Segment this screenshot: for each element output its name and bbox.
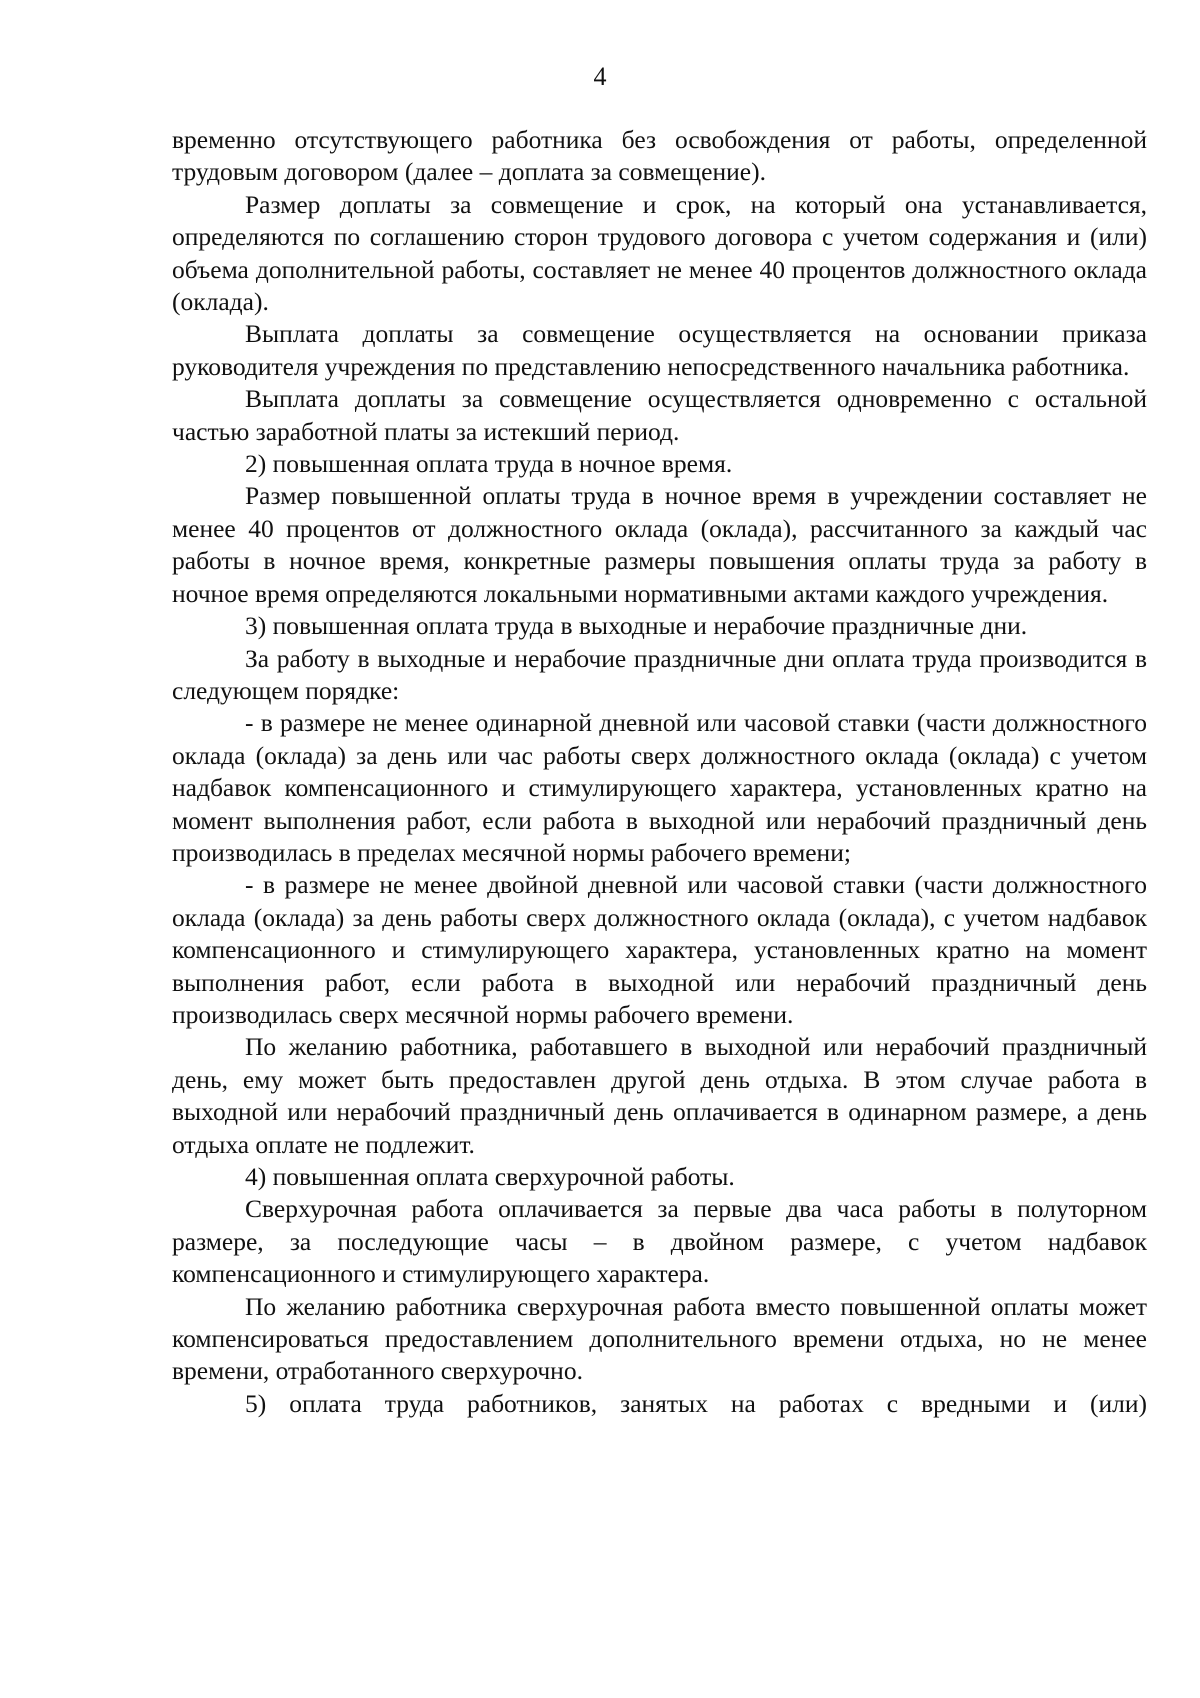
paragraph: Выплата доплаты за совмещение осуществляется на основании приказа руководителя учреждения по представлению непосредственного начальника работника.: [172, 319, 1147, 381]
paragraph: Размер повышенной оплаты труда в ночное время в учреждении составляет не менее 40 процентов от должностного оклада (оклада), рассчитанного за каждый час работы в ночное время, конкретные размеры повышения оплаты труда за работу в ночное время определяются локальными нормативными актами каждого учреждения.: [172, 481, 1147, 608]
paragraph: Сверхурочная работа оплачивается за первые два часа работы в полуторном размере, за последующие часы – в двойном размере, с учетом надбавок компенсационного и стимулирующего характера.: [172, 1194, 1147, 1289]
paragraph: По желанию работника сверхурочная работа вместо повышенной оплаты может компенсироваться предоставлением дополнительного времени отдыха, но не менее времени, отработанного сверхурочно.: [172, 1291, 1147, 1386]
paragraph: Размер доплаты за совмещение и срок, на который она устанавливается, определяются по соглашению сторон трудового договора с учетом содержания и (или) объема дополнительной работы, составляет не менее 40 процентов должностного оклада (оклада).: [172, 189, 1147, 317]
paragraph: Выплата доплаты за совмещение осуществляется одновременно с остальной частью заработной платы за истекший период.: [172, 384, 1147, 446]
paragraph: 4) повышенная оплата сверхурочной работы.: [245, 1162, 735, 1191]
page-number: 4: [593, 62, 607, 91]
document-body: [172, 124, 1147, 1420]
list-item: - в размере не менее одинарной дневной или часовой ставки (части должностного оклада (оклада) за день или час работы сверх должностного оклада (оклада) с учетом надбавок компенсационного и стимулирующего характера, установленных кратно на момент выполнения работ, если работа в выходной или нерабочий праздничный день производилась в пределах месячной нормы рабочего времени;: [172, 708, 1147, 867]
paragraph: 5) оплата труда работников, занятых на работах с вредными и (или): [245, 1388, 1147, 1418]
paragraph: По желанию работника, работавшего в выходной или нерабочий праздничный день, ему может быть предоставлен другой день отдыха. В этом случае работа в выходной или нерабочий праздничный день оплачивается в одинарном размере, а день отдыха оплате не подлежит.: [172, 1032, 1147, 1159]
list-item: - в размере не менее двойной дневной или часовой ставки (части должностного оклада (оклада) за день работы сверх должностного оклада (оклада), с учетом надбавок компенсационного и стимулирующего характера, установленных кратно на момент выполнения работ, если работа в выходной или нерабочий праздничный день производилась сверх месячной нормы рабочего времени.: [172, 870, 1147, 1029]
paragraph: 3) повышенная оплата труда в выходные и нерабочие праздничные дни.: [245, 611, 1028, 641]
paragraph: За работу в выходные и нерабочие праздничные дни оплата труда производится в следующем порядке:: [172, 643, 1147, 705]
paragraph: 2) повышенная оплата труда в ночное время.: [245, 449, 733, 479]
paragraph: временно отсутствующего работника без освобождения от работы, определенной трудовым договором (далее – доплата за совмещение).: [172, 125, 1147, 187]
